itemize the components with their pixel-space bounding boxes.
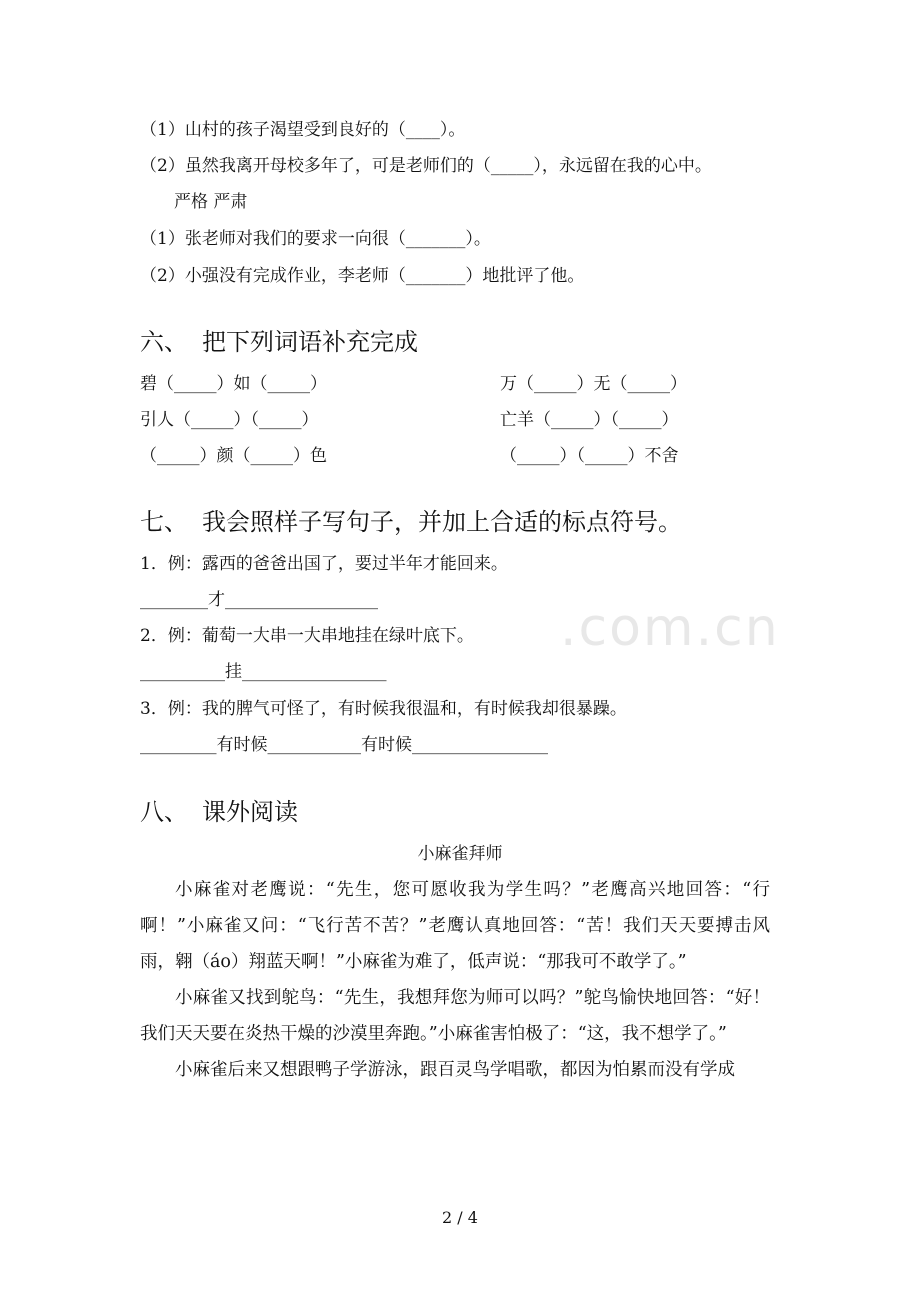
idiom-item: 万（_____）无（_____） [500,374,687,394]
section-number: 七、 [140,508,188,536]
word-choices: 严格 严肃 [174,192,248,212]
fill-in-line: __________挂_________________ [140,662,387,682]
section-title: 我会照样子写句子，并加上合适的标点符号。 [202,508,682,536]
idiom-item: 碧（_____）如（_____） [140,374,327,394]
section-title: 把下列词语补充完成 [202,328,418,356]
section-number: 八、 [140,798,188,826]
story-body [140,872,770,1088]
fill-in-line: _________有时候___________有时候________________ [140,735,548,755]
idiom-item: 引人（_____）（_____） [140,410,319,430]
story-title: 小麻雀拜师 [417,844,503,864]
story-paragraph: 小麻雀后来又想跟鸭子学游泳，跟百灵鸟学唱歌，都因为怕累而没有学成 [175,1060,735,1080]
example-sentence: 3．例：我的脾气可怪了，有时候我很温和，有时候我却很暴躁。 [140,699,627,719]
watermark: .com.cn [560,598,780,658]
sentence-line: （1）山村的孩子渴望受到良好的（____）。 [140,120,466,140]
section-number: 六、 [140,328,188,356]
page-number: 2 / 4 [442,1208,478,1227]
sentence-line: （2）虽然我离开母校多年了，可是老师们的（_____），永远留在我的心中。 [140,156,712,176]
section-heading [140,326,418,358]
idiom-item: 亡羊（_____）（_____） [500,410,679,430]
sentence-line: （2）小强没有完成作业，李老师（_______）地批评了他。 [140,266,585,286]
idiom-item: （_____）颜（_____）色 [140,446,327,466]
story-paragraph: 小麻雀又找到鸵鸟：“先生，我想拜您为师可以吗？”鸵鸟愉快地回答：“好！我们天天要在炎热干燥的沙漠里奔跑。”小麻雀害怕极了：“这，我不想学了。” [140,988,770,1044]
example-sentence: 2．例：葡萄一大串一大串地挂在绿叶底下。 [140,626,474,646]
fill-in-line: ________才__________________ [140,590,378,610]
section-heading [140,796,298,828]
sentence-line: （1）张老师对我们的要求一向很（_______）。 [140,229,491,249]
idiom-item: （_____）（_____）不舍 [500,446,679,466]
section-title: 课外阅读 [202,798,298,826]
section-heading [140,506,682,538]
example-sentence: 1．例：露西的爸爸出国了，要过半年才能回来。 [140,554,508,574]
story-paragraph: 小麻雀对老鹰说：“先生，您可愿收我为学生吗？”老鹰高兴地回答：“行啊！”小麻雀又问：“飞行苦不苦？”老鹰认真地回答：“苦！我们天天要搏击风雨，翱（áo）翔蓝天啊！”小麻雀为难了，低声说：“那我可不敢学了。” [140,880,770,972]
